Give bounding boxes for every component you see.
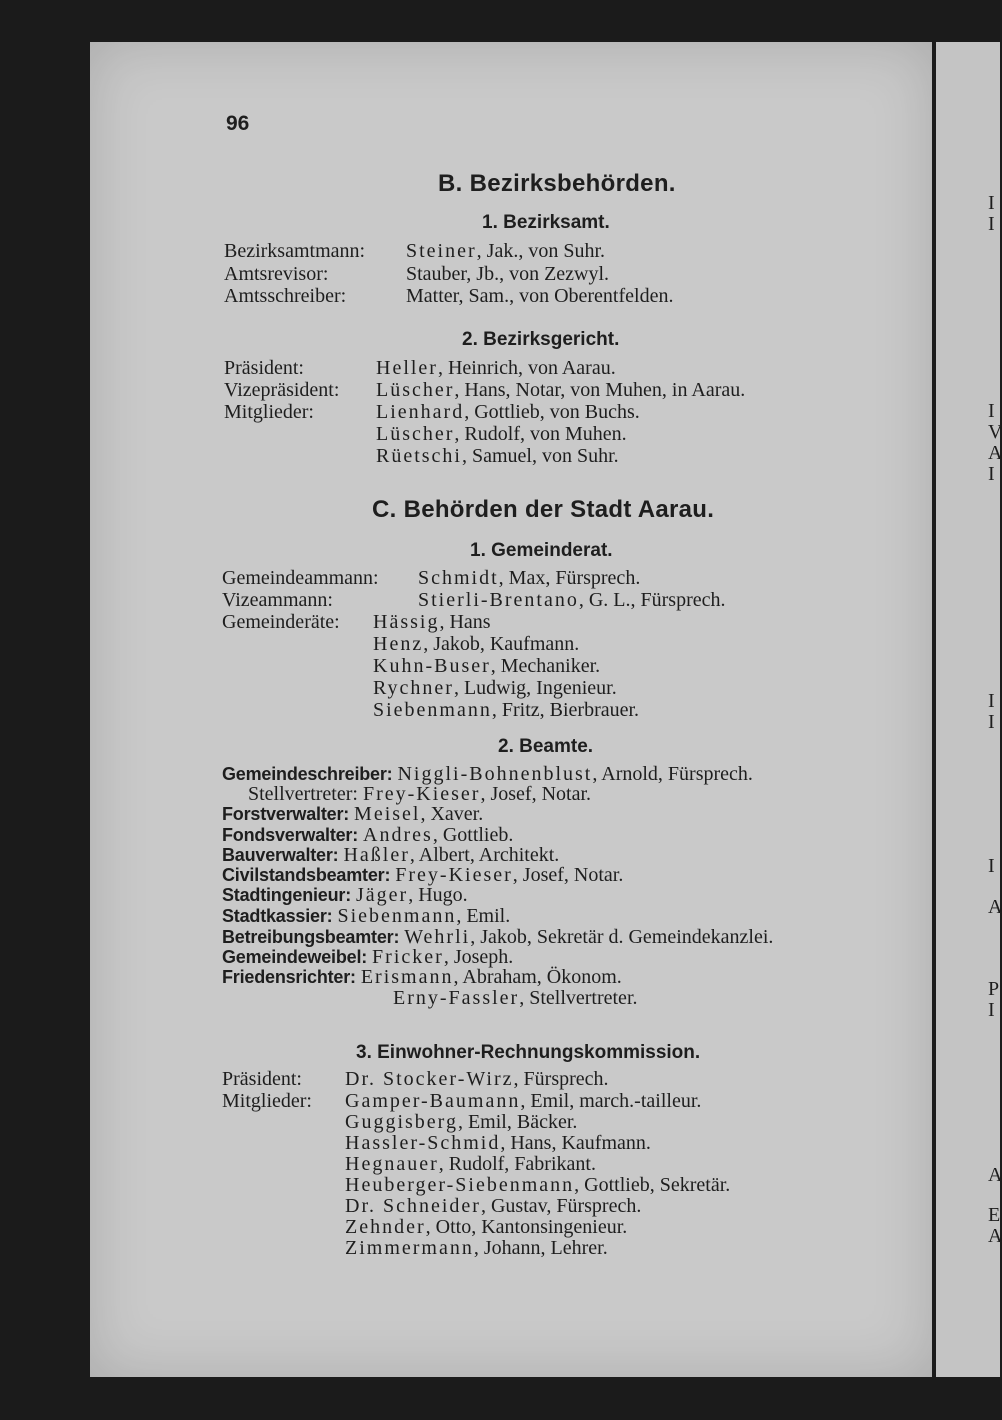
entry-text bbox=[345, 1132, 651, 1154]
entry-detail: , Hans bbox=[439, 611, 491, 633]
entry-text bbox=[222, 824, 513, 846]
entry-detail: , Gustav, Fürsprech. bbox=[480, 1195, 642, 1217]
entry-detail: , Rudolf, von Muhen. bbox=[454, 423, 627, 445]
edge-letter: A bbox=[988, 1164, 1002, 1186]
edge-letter: I bbox=[988, 855, 995, 877]
entry-detail: , Gottlieb, Sekretär. bbox=[574, 1174, 731, 1196]
entry-name: Lüscher bbox=[376, 423, 455, 445]
entry-name: Dr. Stocker-Wirz bbox=[345, 1068, 514, 1090]
page-number: 96 bbox=[226, 112, 250, 135]
entry-name: Lüscher bbox=[376, 379, 455, 401]
entry-label: Amtsrevisor: bbox=[224, 263, 329, 285]
edge-letter: P bbox=[988, 978, 1000, 1000]
edge-letter: A bbox=[988, 896, 1002, 918]
bezirksamt-title: 1. Bezirksamt. bbox=[482, 212, 610, 233]
beamte-title: 2. Beamte. bbox=[498, 736, 594, 757]
entry-detail: , Hans, Kaufmann. bbox=[500, 1132, 651, 1154]
entry-name: Niggli-Bohnenblust bbox=[397, 763, 593, 785]
entry-detail: , Rudolf, Fabrikant. bbox=[438, 1153, 596, 1175]
entry-label: Vizeammann: bbox=[222, 589, 333, 611]
edge-letter: I bbox=[988, 690, 995, 712]
entry-text bbox=[345, 1111, 577, 1133]
entry-detail: , Max, Fürsprech. bbox=[498, 567, 641, 589]
edge-letter: V bbox=[988, 421, 1002, 443]
gemeinderat-title: 1. Gemeinderat. bbox=[470, 540, 613, 561]
entry-label: Stellvertreter: bbox=[248, 783, 358, 805]
entry-label: Vizepräsident: bbox=[224, 379, 340, 401]
entry-name: Hässig bbox=[373, 611, 440, 633]
entry-name: Rychner bbox=[373, 677, 454, 699]
entry-text bbox=[406, 285, 673, 307]
entry-name: Stierli-Brentano bbox=[418, 589, 579, 611]
entry-detail: , Ludwig, Ingenieur. bbox=[453, 677, 617, 699]
entry-name: Siebenmann bbox=[373, 699, 492, 721]
edge-letter: A bbox=[988, 1225, 1002, 1247]
entry-text bbox=[345, 1090, 701, 1112]
entry-text bbox=[222, 864, 623, 886]
entry-detail: , Emil, Bäcker. bbox=[457, 1111, 578, 1133]
entry-text bbox=[373, 677, 617, 699]
entry-name: Gamper-Baumann bbox=[345, 1090, 521, 1112]
entry-detail: , Mechaniker. bbox=[490, 655, 601, 677]
entry-text bbox=[345, 1216, 627, 1238]
entry-name: Erny-Fassler bbox=[393, 987, 520, 1009]
entry-text bbox=[222, 803, 483, 825]
entry-label: Forstverwalter: bbox=[222, 804, 350, 824]
entry-text bbox=[248, 783, 591, 805]
entry-label: Bauverwalter: bbox=[222, 845, 339, 865]
entry-name: Andres bbox=[363, 824, 433, 846]
entry-text bbox=[345, 1195, 641, 1217]
entry-text bbox=[418, 567, 640, 589]
entry-label: Gemeindeammann: bbox=[222, 567, 379, 589]
entry-detail: , Joseph. bbox=[443, 946, 514, 968]
entry-text bbox=[406, 240, 605, 262]
entry-detail: , Emil. bbox=[456, 905, 511, 927]
entry-name: Dr. Schneider bbox=[345, 1195, 481, 1217]
entry-detail: , Johann, Lehrer. bbox=[473, 1237, 608, 1259]
entry-detail: , Emil, march.-tailleur. bbox=[520, 1090, 702, 1112]
entry-name: Hassler-Schmid bbox=[345, 1132, 501, 1154]
entry-text bbox=[345, 1153, 596, 1175]
entry-name: Frey-Kieser bbox=[395, 864, 513, 886]
entry-name: Rüetschi bbox=[376, 445, 462, 467]
entry-label: Mitglieder: bbox=[224, 401, 314, 423]
entry-detail: , G. L., Fürsprech. bbox=[578, 589, 726, 611]
edge-letter: I bbox=[988, 711, 995, 733]
entry-name: Fricker bbox=[372, 946, 444, 968]
entry-text bbox=[376, 379, 745, 401]
entry-detail: , Gottlieb. bbox=[432, 824, 514, 846]
entry-detail: , Josef, Notar. bbox=[512, 864, 624, 886]
entry-label: Civilstandsbeamter: bbox=[222, 865, 391, 885]
entry-text bbox=[222, 905, 510, 927]
entry-name: Hegnauer bbox=[345, 1153, 439, 1175]
entry-text bbox=[222, 966, 622, 988]
entry-detail: , Albert, Architekt. bbox=[409, 844, 560, 866]
edge-letter: I bbox=[988, 213, 995, 235]
edge-letter: I bbox=[988, 192, 995, 214]
entry-detail: , Xaver. bbox=[420, 803, 484, 825]
entry-text bbox=[222, 884, 468, 906]
edge-letter: I bbox=[988, 463, 995, 485]
entry-label: Bezirksamtmann: bbox=[224, 240, 366, 262]
entry-label: Betreibungsbeamter: bbox=[222, 927, 400, 947]
entry-text bbox=[376, 357, 616, 379]
entry-detail: , Hugo. bbox=[408, 884, 468, 906]
entry-label: Fondsverwalter: bbox=[222, 825, 359, 845]
entry-detail: , Arnold, Fürsprech. bbox=[592, 763, 753, 785]
entry-text bbox=[222, 946, 513, 968]
entry-text bbox=[373, 655, 600, 677]
entry-label: Gemeinderäte: bbox=[222, 611, 340, 633]
entry-text bbox=[376, 423, 627, 445]
entry-label: Gemeindeweibel: bbox=[222, 947, 368, 967]
entry-detail: , Abraham, Ökonom. bbox=[453, 966, 622, 988]
entry-text bbox=[376, 401, 640, 423]
entry-text bbox=[406, 263, 609, 285]
entry-detail: , Samuel, von Suhr. bbox=[462, 445, 619, 467]
entry-name: Henz bbox=[373, 633, 424, 655]
entry-text bbox=[373, 699, 639, 721]
entry-name: Haßler bbox=[343, 844, 410, 866]
entry-name: Steiner bbox=[406, 240, 477, 262]
entry-name: Heller bbox=[376, 357, 438, 379]
entry-text bbox=[222, 844, 559, 866]
entry-name: Meisel bbox=[354, 803, 421, 825]
entry-text bbox=[418, 589, 726, 611]
entry-name: Kuhn-Buser bbox=[373, 655, 491, 677]
entry-detail: , Stellvertreter. bbox=[519, 987, 638, 1009]
entry-label: Stadtingenieur: bbox=[222, 885, 352, 905]
entry-detail: , Hans, Notar, von Muhen, in Aarau. bbox=[454, 379, 746, 401]
entry-text bbox=[376, 445, 619, 467]
entry-detail: , Jak., von Suhr. bbox=[476, 240, 605, 262]
entry-name: Frey-Kieser bbox=[362, 783, 481, 805]
entry-detail: , Jakob, Sekretär d. Gemeindekanzlei. bbox=[470, 926, 774, 948]
entry-text bbox=[373, 611, 491, 633]
entry-detail: , Josef, Notar. bbox=[480, 783, 592, 805]
entry-detail: , Jakob, Kaufmann. bbox=[423, 633, 580, 655]
entry-label: Präsident: bbox=[222, 1068, 302, 1090]
entry-name: Siebenmann bbox=[337, 905, 457, 927]
entry-name: Guggisberg bbox=[345, 1111, 458, 1133]
entry-detail: , Heinrich, von Aarau. bbox=[437, 357, 616, 379]
entry-detail: , Fürsprech. bbox=[513, 1068, 609, 1090]
entry-name: Schmidt bbox=[418, 567, 499, 589]
entry-label: Amtsschreiber: bbox=[224, 285, 347, 307]
entry-name: Heuberger-Siebenmann bbox=[345, 1174, 575, 1196]
bezirksgericht-title: 2. Bezirksgericht. bbox=[462, 329, 620, 350]
entry-label: Stadtkassier: bbox=[222, 906, 333, 926]
edge-letter: I bbox=[988, 400, 995, 422]
entry-label: Gemeindeschreiber: bbox=[222, 764, 393, 784]
section-c-title: C. Behörden der Stadt Aarau. bbox=[372, 496, 715, 523]
entry-detail: Stauber, Jb., von Zezwyl. bbox=[406, 263, 610, 285]
entry-detail: , Gottlieb, von Buchs. bbox=[464, 401, 640, 423]
entry-name: Zimmermann bbox=[345, 1237, 474, 1259]
entry-label: Präsident: bbox=[224, 357, 304, 379]
entry-text bbox=[393, 987, 638, 1009]
entry-detail: , Otto, Kantonsingenieur. bbox=[425, 1216, 628, 1238]
entry-name: Lienhard bbox=[376, 401, 465, 423]
entry-text bbox=[222, 763, 753, 785]
entry-text bbox=[345, 1174, 730, 1196]
edge-letter: A bbox=[988, 442, 1002, 464]
entry-text bbox=[345, 1068, 609, 1090]
entry-text bbox=[345, 1237, 608, 1259]
entry-name: Erismann bbox=[360, 966, 454, 988]
entry-name: Zehnder bbox=[345, 1216, 426, 1238]
entry-label: Friedensrichter: bbox=[222, 967, 356, 987]
edge-letter: I bbox=[988, 999, 995, 1021]
edge-letter: E bbox=[988, 1204, 1001, 1226]
entry-text bbox=[373, 633, 579, 655]
entry-detail: Matter, Sam., von Oberentfelden. bbox=[406, 285, 674, 307]
section-b-title: B. Bezirksbehörden. bbox=[438, 170, 676, 197]
entry-detail: , Fritz, Bierbrauer. bbox=[491, 699, 640, 721]
entry-name: Jäger bbox=[356, 884, 409, 906]
entry-label: Mitglieder: bbox=[222, 1090, 312, 1112]
einwohner-title: 3. Einwohner-Rechnungskommission. bbox=[356, 1042, 701, 1063]
entry-name: Wehrli bbox=[404, 926, 471, 948]
entry-text bbox=[222, 926, 773, 948]
